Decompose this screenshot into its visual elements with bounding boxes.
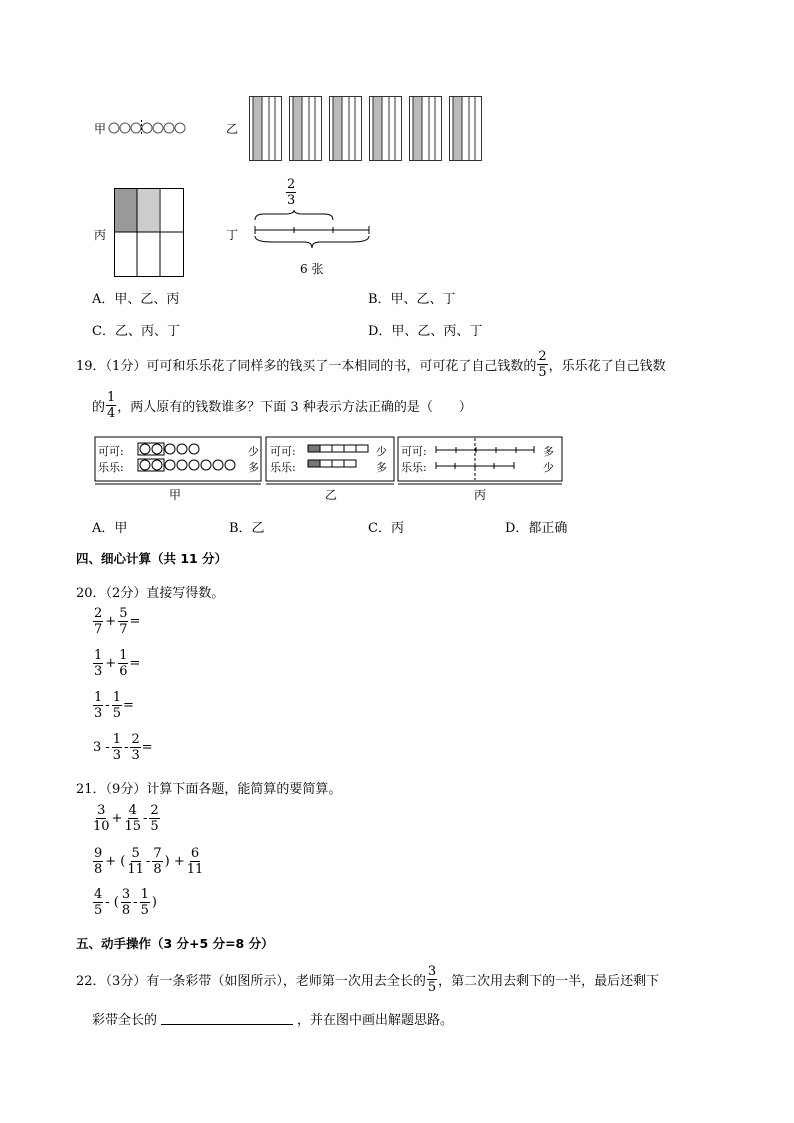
figure-ding-total: 6 张 [300,262,324,276]
q19-panel-yi-label: 乙 [325,488,338,502]
q18-option-d[interactable]: D．甲、乙、丙、丁 [368,324,483,339]
section-4-heading: 四、细心计算（共 11 分） [76,551,228,566]
q18-figure-area [92,92,492,282]
q19-fraction-2-5: $\frac{2}{5}$ [538,349,547,380]
q19-panel-bing-less: 少 [543,461,554,474]
figure-yi-bars [249,96,489,162]
figure-ding-label: 丁 [226,228,239,242]
figure-bing-grid [114,188,186,278]
q19-stem-line2: 的 $\frac{1}{4}$ ，两人原有的钱数谁多？下面 3 种表示方法正确的是（ ） [92,390,472,421]
q22-stem-line2: 彩带全长的 ，并在图中画出解题思路。 [92,1013,454,1028]
q20-expr-4: 3 - $\frac{1}{3}$ - $\frac{2}{3}$ = [93,732,153,763]
q22-answer-blank[interactable] [161,1012,293,1025]
q19-panel-bing-kk: 可可: [401,445,427,458]
q18-option-b[interactable]: B．甲、乙、丁 [368,292,456,307]
q21-expr-1: $\frac{3}{10}$ + $\frac{4}{15}$ - $\frac{2}{5}$ [93,803,159,834]
q19-panel-jia-label: 甲 [169,488,182,502]
q22-stem-line1: 22．（3分）有一条彩带（如图所示），老师第一次用去全长的 $\frac{3}{5}$ ，第二次用去剩下的一半，最后还剩下 [76,964,660,995]
q19-option-c[interactable]: C．丙 [368,521,404,536]
figure-jia-label: 甲 [94,122,107,136]
figure-jia-circles [108,120,188,136]
q19-option-d[interactable]: D．都正确 [505,521,568,536]
q19-stem-line1: 19．（1分）可可和乐乐花了同样多的钱买了一本相同的书，可可花了自己钱数的 $\frac{2}{5}$ ，乐乐花了自己钱数 [76,349,666,380]
figure-ding-fraction: $\frac{2}{3}$ [287,177,296,208]
q20-title: 20．（2分）直接写得数。 [76,586,225,601]
section-5-heading: 五、动手操作（3 分+5 分=8 分） [76,936,274,951]
q18-option-a[interactable]: A．甲、乙、丙 [92,292,180,307]
q20-expr-3: $\frac{1}{3}$ - $\frac{1}{5}$ = [94,690,134,721]
q19-fraction-1-4: $\frac{1}{4}$ [107,390,116,421]
figure-yi-label: 乙 [226,122,239,136]
q19-panel-yi-ll: 乐乐: [270,461,296,474]
q19-panel-bing-ll: 乐乐: [401,461,427,474]
q21-expr-3: $\frac{4}{5}$ - ( $\frac{3}{8}$ - $\frac{1}{5}$ ) [94,887,157,918]
q18-option-c[interactable]: C．乙、丙、丁 [92,324,180,339]
q19-panel-yi-more: 多 [376,461,387,474]
q20-expr-2: $\frac{1}{3}$ + $\frac{1}{6}$ = [94,648,141,679]
figure-ding-segment [252,210,372,252]
q19-panel-yi-kk: 可可: [270,445,296,458]
q19-panel-bing-more: 多 [543,445,554,458]
q19-panel-jia-more: 多 [248,461,259,474]
q21-title: 21．（9分）计算下面各题，能简算的要简算。 [76,782,342,797]
q21-expr-2: $\frac{9}{8}$ + ( $\frac{5}{11}$ - $\frac{7}{8}$ ) + $\frac{6}{11}$ [94,846,204,877]
figure-bing-label: 丙 [94,228,107,242]
q19-panel-jia-less: 少 [248,445,259,458]
q19-option-a[interactable]: A．甲 [92,521,128,536]
q20-expr-1: $\frac{2}{7}$ + $\frac{5}{7}$ = [94,606,141,637]
q22-fraction-3-5: $\frac{3}{5}$ [427,964,437,995]
q19-panel-jia-ll: 乐乐: [98,461,124,474]
q19-panel-jia-kk: 可可: [98,445,124,458]
q19-option-b[interactable]: B．乙 [229,521,265,536]
q19-panel-yi-less: 少 [376,445,387,458]
q19-panel-bing-label: 丙 [474,488,487,502]
